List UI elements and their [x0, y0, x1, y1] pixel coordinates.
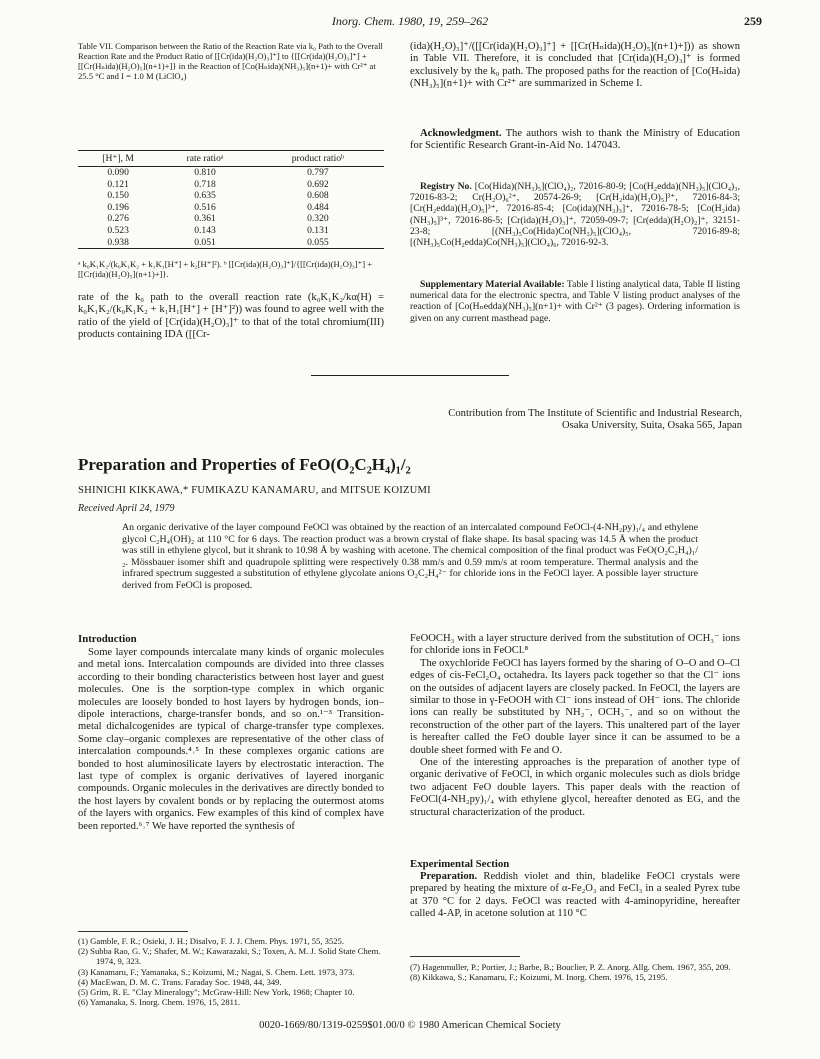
table-cell: 0.718 — [194, 178, 216, 190]
acknowledgment — [410, 128, 740, 153]
contribution-affiliation — [342, 408, 742, 433]
table-cell: 0.196 — [107, 201, 129, 213]
table-cell: 0.692 — [307, 178, 329, 190]
table-footnote: ᵃ k₀K₁K₂/(k₀K₁K₂ + k₁K₁[H⁺] + k₂[H⁺]²). ᵇ [[Cr(ida)(H₂O)₃]⁺]/{[[Cr(ida)(H₂O)₃]⁺] + [[Cr(ida)(H₂O)₅](n+1)+]}. — [78, 259, 373, 279]
column-header: rate ratioᵃ — [158, 151, 252, 167]
article-authors: SHINICHI KIKKAWA,* FUMIKAZU KANAMARU, and MITSUE KOIZUMI — [78, 485, 431, 496]
table-cell: 0.143 — [194, 224, 216, 236]
page-number: 259 — [744, 14, 762, 28]
section-divider — [311, 375, 509, 376]
table-cell: 0.484 — [307, 201, 329, 213]
reference-item: (4) MacEwan, D. M. C. Trans. Faraday Soc. 1948, 44, 349. — [78, 976, 282, 987]
table-cell: 0.516 — [194, 201, 216, 213]
data-table — [78, 150, 384, 249]
body-paragraph: FeOOCH₃ with a layer structure derived from the substitution of OCH₃⁻ ions for chloride ions in FeOCl.⁸ — [410, 633, 740, 657]
column-header: product ratioᵇ — [252, 151, 384, 167]
received-date: Received April 24, 1979 — [78, 503, 175, 514]
supplementary-material — [410, 279, 740, 324]
column-header: [H⁺], M — [78, 151, 158, 167]
affiliation-line: Osaka University, Suita, Osaka 565, Japan — [562, 420, 742, 432]
references-list — [78, 936, 384, 1007]
table-title: Table VII. Comparison between the Ratio of the Reaction Rate via k₀ Path to the Overall Reaction Rate and the Product Ratio of [[Cr(ida)(H₂O)₃]⁺] to {[[Cr(ida)(H₂O)₃]⁺] + [[Cr(Hₙida)(H₂O)₅](n+1)+]} in the Reaction of [Co(Hₙida)(NH₃)₅](n+1)+ with Cr²⁺ at 25.5 °C and I = 1.0 M (LiClO₄) — [78, 41, 383, 81]
table-cell: 0.131 — [307, 224, 329, 236]
affiliation-line: Contribution from The Institute of Scientific and Industrial Research, — [448, 408, 742, 419]
article-title: Preparation and Properties of FeO(O₂C₂H₄)₁/₂ — [78, 455, 411, 474]
table-cell: 0.055 — [307, 236, 329, 248]
copyright-footer: 0020-1669/80/1319-0259$01.00/0 © 1980 American Chemical Society — [259, 1020, 561, 1031]
section-heading: Introduction — [78, 633, 137, 645]
subsection-heading: Preparation. — [420, 871, 478, 882]
table-cell: 0.320 — [307, 213, 329, 225]
acknowledgment-text: The authors wish to thank the Ministry of Education for Scientific Research Grant-in-Aid No. 147043. — [410, 128, 741, 152]
table-row — [78, 179, 384, 191]
table-header-row — [78, 151, 384, 167]
body-paragraph: Some layer compounds intercalate many kinds of organic molecules and metal ions. Intercalation compounds are divided into three classes according to their bonding characteristics between host layer and guest molecules. One is the sorption-type complex in which organic molecules are loosely bonded to host layers by hydrogen bonds, ion–dipole interactions, charge-transfer bonds, and so on.¹⁻³ Transition-metal dichalcogenides are typical of charge-transfer type complexes. Some clay–organic complexes are representative of the other class of intercalation compounds.⁴˒⁵ In these complexes organic cations are bonded to host aluminosilicate layers by electrostatic interaction. The last type of complex is organic derivatives of layered inorganic compounds. Organic molecules in the derivatives are directly bonded to the host layers by covalent bonds or by replacing the outermost atoms of the layers with organics. Few examples of this kind of complex have been reported.⁶˒⁷ We have reported the synthesis of — [78, 647, 384, 832]
table-row — [78, 225, 384, 237]
registry-heading: Registry No. — [420, 181, 472, 192]
registry-text: [Co(Hida)(NH₃)₅](ClO₄)₂, 72016-80-9; [Co(H₂edda)(NH₃)₅](ClO₄)₃, 72016-83-2; Cr(H₂O)₆²⁺, 20574-26-9; [Cr(H₂ida)(H₂O)₅]³⁺, 72016-84-3; [Cr(H₂edda)(H₂O)₅]³⁺, 72016-85-4; [Co(ida)(NH₃)₃]⁺, 72016-78-5; [Co(H₂ida)(NH₃)₅]³⁺, 72016-86-5; [Cr(ida)(H₂O)₃]⁺, 72059-09-7; [Cr(edda)(H₂O)₂]⁺, 32151-23-8; [(NH₃)₅Co(Hida)Co(NH₃)₅](ClO₄)₅, 72016-89-8; [(NH₃)₅Co(H₂edda)Co(NH₃)₅](ClO₄)₆, 72016-92-3. — [410, 181, 740, 249]
footnote-rule — [78, 931, 188, 932]
supplementary-text: Table I listing analytical data, Table II listing numerical data for the electronic spectra, and Table V listing product analyses of the reaction of [Co(Hₙedda)(NH₃)₅](n+1)+ with Cr²⁺ (3 pages). Ordering information is given on any current masthead page. — [410, 279, 740, 324]
running-header: Inorg. Chem. 1980, 19, 259–262 — [331, 14, 489, 28]
body-paragraph: Reddish violet and thin, bladelike FeOCl crystals were prepared by heating the mixture of α-Fe₂O₃ and FeCl₃ in a sealed Pyrex tube at 370 °C for 2 days. FeOCl was reacted with 4-aminopyridine, hereafter called 4-AP, in acetone solution at 110 °C — [410, 871, 740, 920]
reference-item: (5) Grim, R. E. "Clay Mineralogy"; McGraw-Hill: New York, 1968; Chapter 10. — [78, 987, 355, 998]
table-row — [78, 237, 384, 249]
table-cell: 0.150 — [107, 190, 129, 202]
references-list — [410, 962, 740, 982]
acknowledgment-heading: Acknowledgment. — [420, 128, 502, 139]
table-cell: 0.121 — [107, 178, 129, 190]
table-cell: 0.051 — [194, 236, 216, 248]
registry-numbers — [410, 181, 740, 248]
footnote-rule — [410, 956, 520, 957]
reference-item: (8) Kikkawa, S.; Kanamaru, F.; Koizumi, M. Inorg. Chem. 1976, 15, 2195. — [410, 972, 668, 983]
table-cell: 0.523 — [107, 224, 129, 236]
introduction-text — [78, 647, 384, 833]
table-row — [78, 167, 384, 179]
table-cell: 0.810 — [194, 167, 216, 178]
table-cell: 0.938 — [107, 236, 129, 248]
reference-item: (3) Kanamaru, F.; Yamanaka, S.; Koizumi, M.; Nagai, S. Chem. Lett. 1973, 373. — [78, 966, 355, 977]
table-cell: 0.361 — [194, 213, 216, 225]
abstract: An organic derivative of the layer compound FeOCl was obtained by the reaction of an intercalated compound FeOCl-(4-NH₂py)₁/₄ and ethylene glycol C₂H₄(OH)₂ at 110 °C for 6 days. The reaction product was a brown crystal of flake shape. Its basal spacing was 14.5 Å when the product was still in ethylene glycol, but it shrank to 10.98 Å by washing with acetone. The chemical composition of the final product was FeO(O₂C₂H₄)₁/₂. Mössbauer isomer shift and quadrupole splitting were respectively 0.38 mm/s and 0.59 mm/s at room temperature. Thermal analysis and the infrared spectrum suggested a substitution of ethylene glycolate anions O₂C₂H₄²⁻ for chloride ions in the FeOCl layer. A possible layer structure derived from FeOCl is proposed. — [122, 522, 698, 591]
table-cell: 0.090 — [107, 167, 129, 178]
body-paragraph: (ida)(H₂O)₃]⁺/([[Cr(ida)(H₂O)₃]⁺] + [[Cr(Hₙida)(H₂O)₅](n+1)+])) as shown in Table VII. Therefore, it is concluded that [Cr(ida)(H₂O)₃]⁺ is formed exclusively by the k₀ path. The proposed paths for the reaction of [Co(Hₙida)(NH₃)₅](n+1)+ with Cr²⁺ are summarized in Scheme I. — [410, 41, 740, 90]
reference-item: (2) Subba Rao, G. V.; Shafer, M. W.; Kawarazaki, S.; Toxen, A. M. J. Solid State Chem. 1974, 9, 323. — [78, 946, 381, 967]
table-cell: 0.797 — [307, 167, 329, 178]
supplementary-heading: Supplementary Material Available: — [420, 279, 565, 290]
body-paragraph: One of the interesting approaches is the preparation of another type of organic derivative of FeOCl, in which organic molecules such as diols bridge two adjacent FeO double layers. This paper deals with the reaction of FeOCl(4-NH₂py)₁/₄ with ethylene glycol, hereafter denoted as EG, and the structural characterization of the product. — [410, 757, 740, 818]
table-row — [78, 190, 384, 202]
reference-item: (1) Gamble, F. R.; Osieki, J. H.; Disalvo, F. J. J. Chem. Phys. 1971, 55, 3525. — [78, 936, 344, 946]
experimental-text — [410, 871, 740, 921]
table-row — [78, 213, 384, 225]
table-cell: 0.608 — [307, 190, 329, 202]
section-heading: Experimental Section — [410, 858, 510, 870]
table-cell: 0.276 — [107, 213, 129, 225]
body-paragraph: The oxychloride FeOCl has layers formed by the sharing of O–O and O–Cl edges of cis-FeCl₂O₄ octahedra. Its layers pack together so that the Cl⁻ ions on the outsides of adjacent layers are closely packed. In FeOCl, the layers are similar to those in γ-FeOOH with Cl⁻ ions instead of OH⁻ ions. The chloride ions can really be substituted by NH₂⁻, OCH₃⁻, and so on without the reconstruction of the other part of the layers. This unaltered part of the layer is hereafter called the FeO double layer since it can be assumed to be a double sheet formed with Fe and O. — [410, 657, 740, 756]
body-paragraph: rate of the k₀ path to the overall reaction rate (k₀K₁K₂/kα(H) = k₀K₁K₂/(k₀K₁K₂ + k₁H₁[H⁺] + [H⁺]²)) was found to agree well with the ratio of the yield of [Cr(ida)(H₂O)₃]⁺ to that of the total chromium(III) products containing IDA ([[Cr- — [78, 292, 384, 341]
table-cell: 0.635 — [194, 190, 216, 202]
right-column-body — [410, 633, 740, 819]
reference-item: (6) Yamanaka, S. Inorg. Chem. 1976, 15, 2811. — [78, 997, 241, 1008]
table-row — [78, 202, 384, 214]
reference-item: (7) Hagenmuller, P.; Portier, J.; Barbe, B.; Bouclier, P. Z. Anorg. Allg. Chem. 1967, 355, 209. — [410, 962, 731, 972]
